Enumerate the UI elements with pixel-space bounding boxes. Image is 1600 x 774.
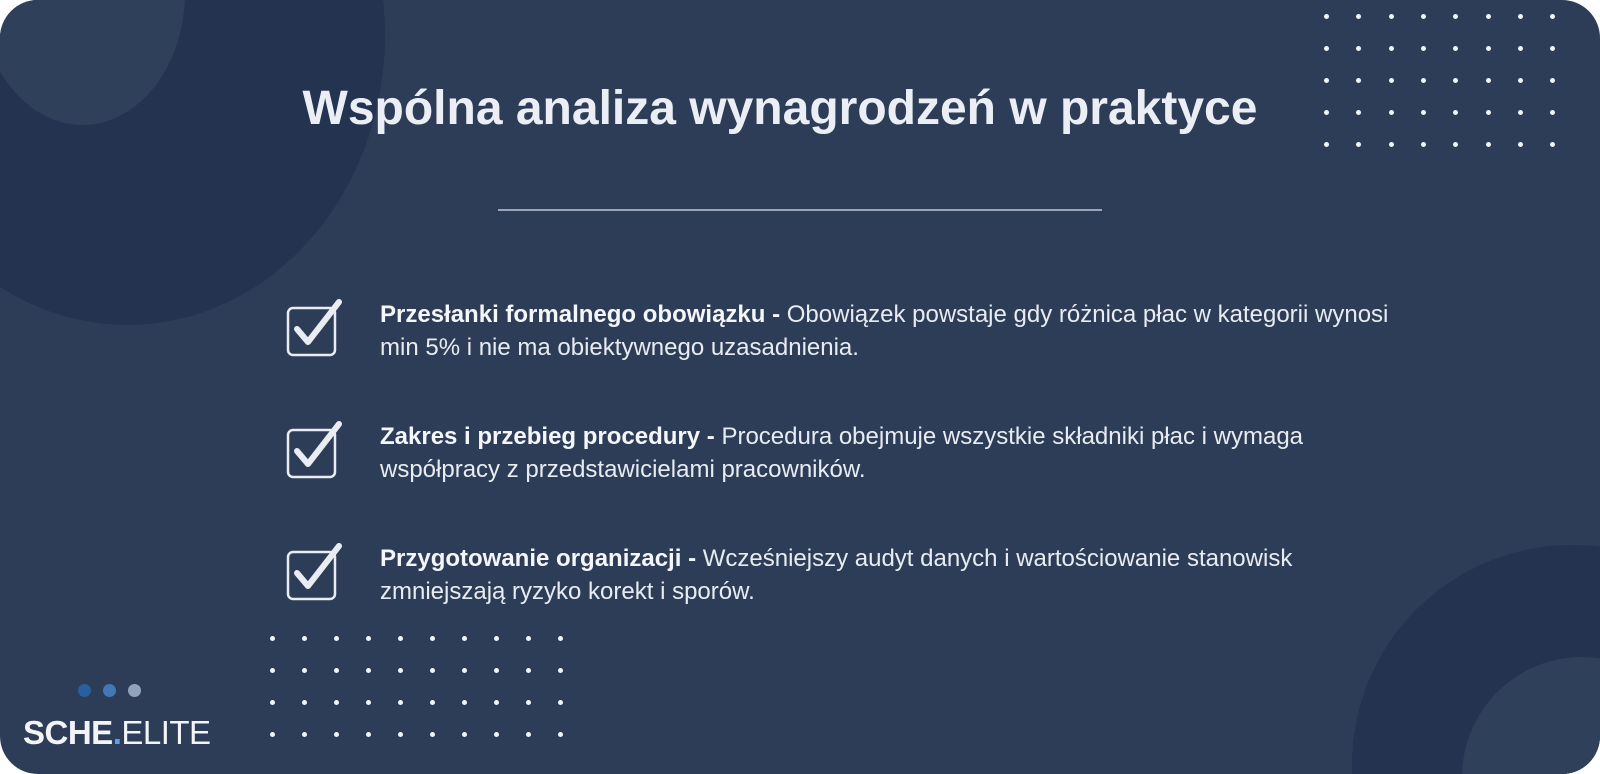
page-title: Wspólna analiza wynagrodzeń w praktyce — [302, 82, 1258, 135]
decorative-dot — [526, 636, 531, 641]
list-item-text — [380, 542, 1390, 608]
decorative-dot — [1356, 142, 1361, 147]
decorative-dot — [398, 636, 403, 641]
brand-logo-part2: ELITE — [121, 714, 211, 751]
brand-logo — [23, 714, 211, 752]
decorative-dot — [526, 668, 531, 673]
decorative-dot — [366, 636, 371, 641]
decorative-dot — [302, 668, 307, 673]
decorative-dot — [1453, 110, 1458, 115]
decorative-dot — [526, 732, 531, 737]
decorative-dot — [1550, 142, 1555, 147]
list-item-heading: Zakres i przebieg procedury - — [380, 423, 722, 450]
decorative-dot — [1486, 110, 1491, 115]
decorative-dot — [1324, 46, 1329, 51]
decorative-dot — [1389, 46, 1394, 51]
brand-dot — [128, 684, 141, 697]
decorative-dot — [366, 700, 371, 705]
decorative-dot — [398, 700, 403, 705]
list-item-text — [380, 298, 1390, 364]
decorative-dot — [1453, 14, 1458, 19]
decorative-dot — [1356, 110, 1361, 115]
decorative-dot — [1518, 110, 1523, 115]
decorative-dot — [1389, 110, 1394, 115]
decorative-dot — [1453, 46, 1458, 51]
checkbox-checked-icon — [286, 542, 344, 604]
decorative-dot — [366, 732, 371, 737]
checkbox-checked-icon — [286, 420, 344, 482]
decorative-dot — [1486, 14, 1491, 19]
decorative-dot — [1324, 78, 1329, 83]
decorative-dot — [270, 700, 275, 705]
decorative-dot — [270, 732, 275, 737]
decorative-dot — [462, 636, 467, 641]
decorative-dot — [1389, 142, 1394, 147]
decorative-dot — [334, 668, 339, 673]
decorative-dot — [494, 636, 499, 641]
decorative-dot — [1486, 78, 1491, 83]
decorative-dot — [1486, 46, 1491, 51]
brand-logo-separator: . — [112, 714, 122, 751]
decorative-dot — [430, 732, 435, 737]
decorative-dot — [558, 732, 563, 737]
decorative-dot — [430, 700, 435, 705]
decorative-dot — [1550, 78, 1555, 83]
decorative-dot — [526, 700, 531, 705]
decorative-dot — [1421, 78, 1426, 83]
decorative-dot — [462, 700, 467, 705]
decorative-dot — [462, 668, 467, 673]
decorative-dot — [1421, 110, 1426, 115]
decorative-dot — [398, 668, 403, 673]
decorative-dot — [302, 732, 307, 737]
decorative-dot — [270, 668, 275, 673]
decorative-dot — [1518, 14, 1523, 19]
decorative-dot — [558, 636, 563, 641]
decorative-dot — [494, 668, 499, 673]
decorative-dot — [462, 732, 467, 737]
decorative-dot — [270, 636, 275, 641]
decorative-dot — [1356, 78, 1361, 83]
decorative-dot — [1324, 14, 1329, 19]
decorative-dot — [1486, 142, 1491, 147]
decorative-dot — [302, 700, 307, 705]
list-item-description: Wcześniejszy audyt danych i wartościowanie stanowisk zmniejszają ryzyko korekt i sporów. — [380, 545, 1293, 605]
decorative-dot — [1518, 46, 1523, 51]
brand-dot — [103, 684, 116, 697]
title-divider — [498, 209, 1102, 211]
decorative-dot — [1389, 78, 1394, 83]
decorative-dot — [334, 732, 339, 737]
brand-dot — [78, 684, 91, 697]
decorative-dot — [1421, 46, 1426, 51]
list-item-description: Procedura obejmuje wszystkie składniki płac i wymaga współpracy z przedstawicielami pracowników. — [380, 423, 1304, 483]
decorative-dot — [1324, 110, 1329, 115]
decorative-dot — [334, 636, 339, 641]
decorative-dot — [398, 732, 403, 737]
decorative-dot — [1389, 14, 1394, 19]
decorative-dot — [430, 668, 435, 673]
decorative-dot — [1550, 46, 1555, 51]
list-item-description: Obowiązek powstaje gdy różnica płac w kategorii wynosi min 5% i nie ma obiektywnego uzasadnienia. — [380, 301, 1389, 361]
decorative-dot — [1356, 46, 1361, 51]
list-item-text — [380, 420, 1390, 486]
brand-logo-part1: SCHE — [23, 714, 113, 751]
decorative-dot — [1518, 78, 1523, 83]
decorative-dot — [334, 700, 339, 705]
decorative-dot — [1324, 142, 1329, 147]
decorative-dot — [1550, 110, 1555, 115]
decorative-dot — [366, 668, 371, 673]
decorative-dot — [494, 732, 499, 737]
decorative-dot — [302, 636, 307, 641]
list-item-heading: Przygotowanie organizacji - — [380, 545, 703, 572]
decorative-dot — [430, 636, 435, 641]
decorative-dot — [1550, 14, 1555, 19]
decorative-dot — [1518, 142, 1523, 147]
decorative-dot — [1421, 14, 1426, 19]
decorative-dot — [1356, 14, 1361, 19]
decorative-dot — [558, 700, 563, 705]
decorative-dot — [1453, 78, 1458, 83]
decorative-dot — [494, 700, 499, 705]
checkbox-checked-icon — [286, 298, 344, 360]
decorative-dot — [1453, 142, 1458, 147]
decorative-dot — [1421, 142, 1426, 147]
decorative-dot — [558, 668, 563, 673]
list-item-heading: Przesłanki formalnego obowiązku - — [380, 301, 787, 328]
